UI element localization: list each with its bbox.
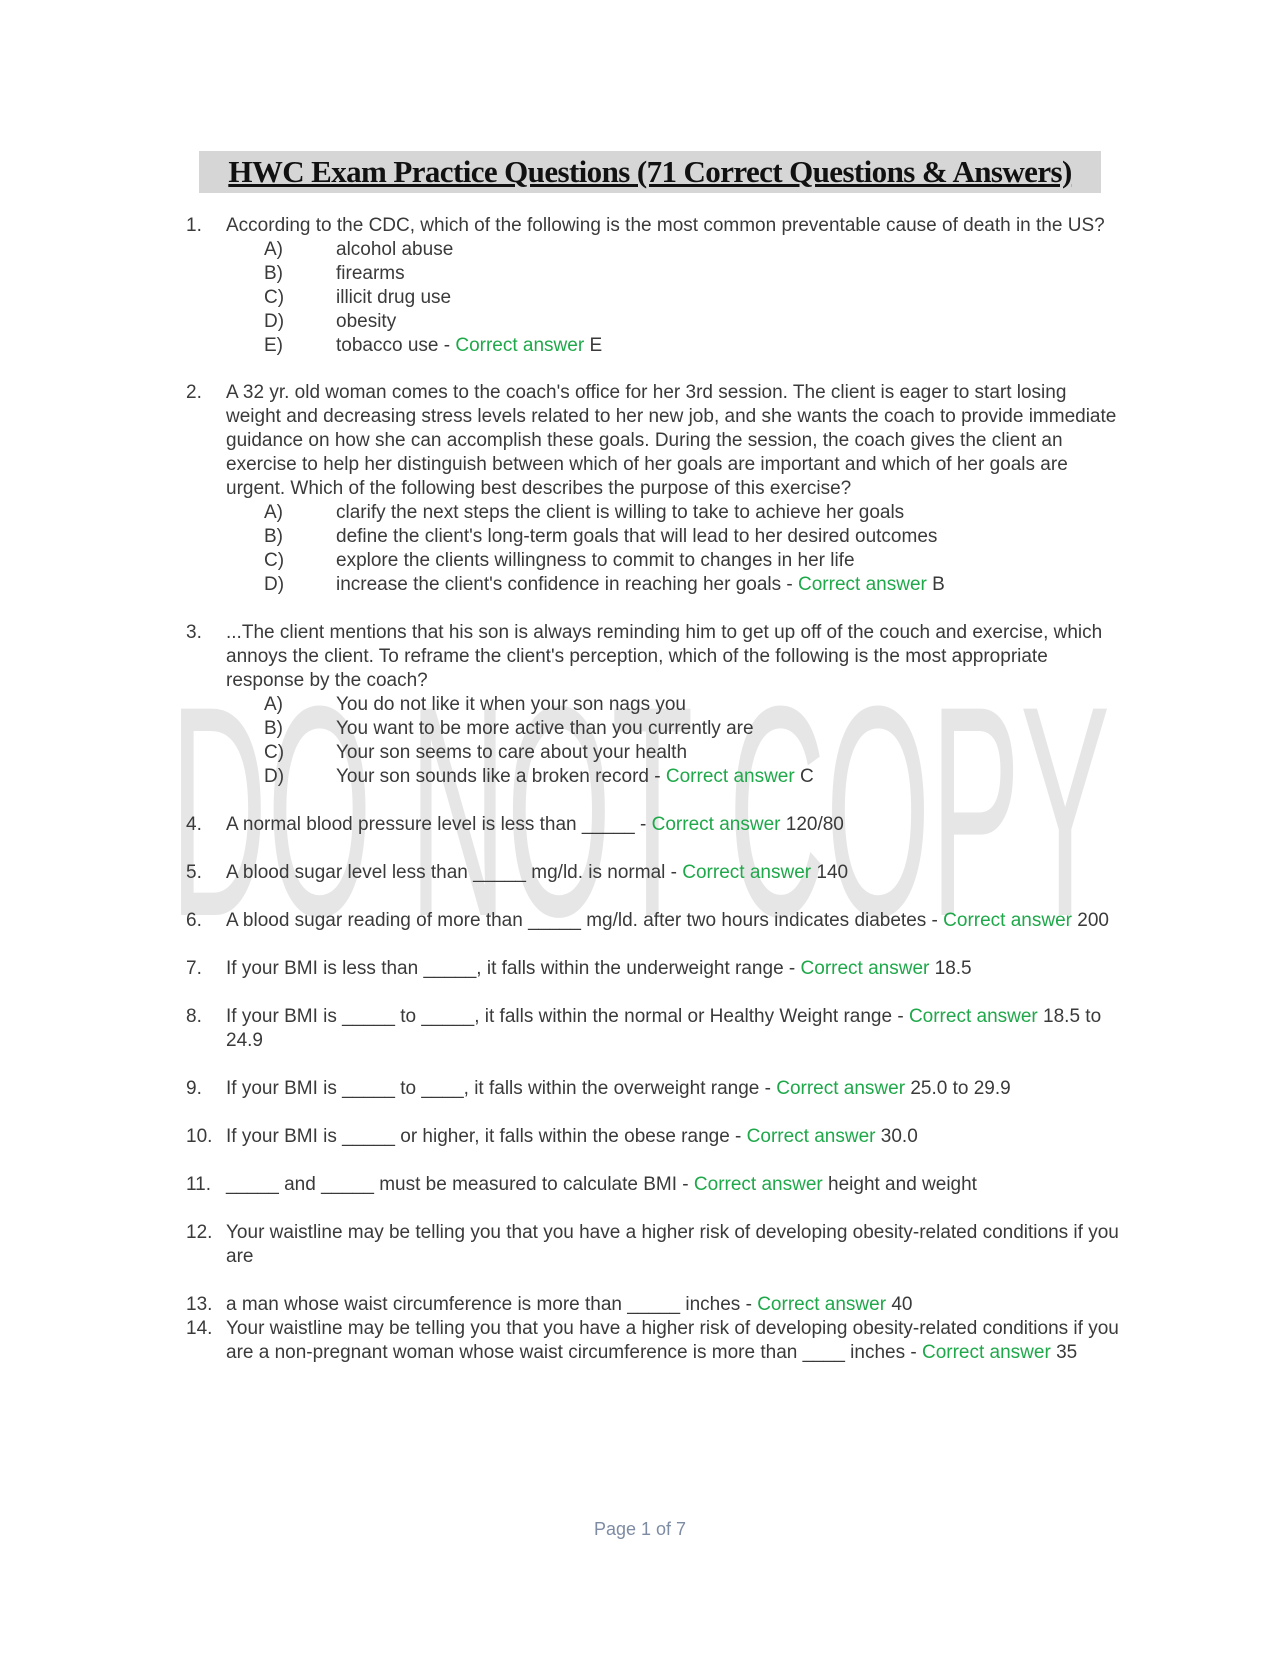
document-title: HWC Exam Practice Questions (71 Correct Questions & Answers) [199,151,1101,193]
question-stem [226,909,1122,933]
option-text: You want to be more active than you currently are [336,718,754,739]
correct-answer-label: Correct answer [665,766,795,787]
correct-answer-label: Correct answer [800,958,930,979]
question-number: 11. [186,1174,212,1195]
question-number: 6. [186,910,202,931]
answer-option [226,286,1122,310]
option-letter: C) [264,287,285,308]
answer-options [226,501,1122,597]
correct-answer-label: Correct answer [921,1342,1051,1363]
answer-option [226,501,1122,525]
option-letter: E) [264,335,283,356]
answer-option [226,765,1122,789]
option-text: Your son sounds like a broken record - [336,766,666,787]
option-text: explore the clients willingness to commit to changes in her life [336,550,855,571]
question-stem [226,621,1122,693]
answer-options [226,693,1122,789]
question-text: ...The client mentions that his son is always reminding him to get up off of the couch and exercise, which annoys the client. To reframe the client's perception, which of the following is the most appropriate response by the coach? [226,622,1103,691]
question-text: If your BMI is _____ to ____, it falls within the overweight range - [226,1078,777,1099]
question-stem [226,381,1122,501]
option-text: firearms [336,263,405,284]
question-stem [226,1125,1122,1149]
question-text: If your BMI is _____ to _____, it falls within the normal or Healthy Weight range - [226,1006,909,1027]
question-text: _____ and _____ must be measured to calculate BMI - [226,1174,694,1195]
answer-option [226,717,1122,741]
question-item [186,1005,1122,1053]
option-letter: A) [264,694,283,715]
option-letter: D) [264,311,285,332]
question-item [186,1293,1122,1317]
option-letter: D) [264,766,285,787]
question-item [186,1077,1122,1101]
question-stem [226,1005,1122,1053]
correct-answer-label: Correct answer [746,1126,876,1147]
question-text: A 32 yr. old woman comes to the coach's office for her 3rd session. The client is eager to start losing weight and decreasing stress levels related to her new job, and she wants the coach to provide immediate guidance on how she can accomplish these goals. During the session, the coach gives the client an exercise to help her distinguish between which of her goals are important and which of her goals are urgent. Which of the following best describes the purpose of this exercise? [226,382,1117,499]
question-number: 1. [186,215,202,236]
answer-option [226,693,1122,717]
question-item [186,621,1122,789]
answer-option [226,741,1122,765]
question-stem [226,813,1122,837]
answer-options [226,238,1122,358]
question-item [186,861,1122,885]
question-stem [226,1293,1122,1317]
option-letter: C) [264,742,285,763]
correct-answer-label: Correct answer [798,574,927,595]
question-text: A blood sugar reading of more than _____ mg/ld. after two hours indicates diabetes - [226,910,944,931]
option-text: increase the client's confidence in reaching her goals - [336,574,799,595]
question-stem [226,1221,1122,1269]
correct-answer-label: Correct answer [682,862,812,883]
option-text: clarify the next steps the client is willing to take to achieve her goals [336,502,905,523]
question-text: According to the CDC, which of the following is the most common preventable cause of death in the US? [226,215,1105,236]
correct-answer-value: 18.5 [934,958,972,979]
correct-answer-label: Correct answer [943,910,1072,931]
correct-answer-value: height and weight [828,1174,977,1195]
question-stem [226,1077,1122,1101]
question-item [186,957,1122,981]
answer-option [226,238,1122,262]
option-text: obesity [336,311,397,332]
question-number: 3. [186,622,202,643]
correct-answer-value: C [799,766,814,787]
question-stem [226,957,1122,981]
question-text: If your BMI is _____ or higher, it falls within the obese range - [226,1126,747,1147]
question-item [186,1317,1122,1365]
option-letter: B) [264,263,283,284]
correct-answer-value: 120/80 [785,814,844,835]
correct-answer-label: Correct answer [693,1174,823,1195]
option-text: tobacco use - [336,335,456,356]
question-stem [226,1317,1122,1365]
question-text: If your BMI is less than _____, it falls within the underweight range - [226,958,801,979]
question-text: A blood sugar level less than _____ mg/ld. is normal - [226,862,683,883]
watermark-text: DO NOT COPY [170,690,1110,940]
question-item [186,1125,1122,1149]
option-text: You do not like it when your son nags you [336,694,686,715]
question-stem [226,861,1122,885]
option-letter: A) [264,239,283,260]
question-number: 5. [186,862,202,883]
option-text: alcohol abuse [336,239,454,260]
question-number: 12. [186,1222,213,1243]
question-number: 4. [186,814,202,835]
correct-answer-label: Correct answer [776,1078,906,1099]
question-item [186,1221,1122,1269]
question-stem [226,214,1122,238]
correct-answer-value: E [589,335,603,356]
answer-option [226,549,1122,573]
question-item [186,813,1122,837]
question-item [186,214,1122,358]
correct-answer-value: 18.5 to 24.9 [226,1006,1102,1051]
answer-option [226,573,1122,597]
question-item [186,909,1122,933]
question-number: 9. [186,1078,202,1099]
question-text: A normal blood pressure level is less than _____ - [226,814,652,835]
option-letter: B) [264,718,283,739]
option-text: Your son seems to care about your health [336,742,688,763]
question-number: 7. [186,958,202,979]
question-number: 14. [186,1318,213,1339]
option-letter: B) [264,526,283,547]
question-text: Your waistline may be telling you that you have a higher risk of developing obesity-related conditions if you are a non-pregnant woman whose waist circumference is more than ____ inches - [226,1318,1119,1363]
question-item [186,1173,1122,1197]
option-letter: C) [264,550,285,571]
correct-answer-value: 25.0 to 29.9 [910,1078,1011,1099]
answer-option [226,310,1122,334]
correct-answer-label: Correct answer [757,1294,887,1315]
option-letter: D) [264,574,285,595]
correct-answer-value: 35 [1056,1342,1078,1363]
page-number: Page 1 of 7 [593,1519,687,1539]
answer-option [226,334,1122,358]
question-text: Your waistline may be telling you that you have a higher risk of developing obesity-related conditions if you are [226,1222,1119,1267]
correct-answer-value: 30.0 [880,1126,918,1147]
question-list [186,214,1122,1365]
question-number: 13. [186,1294,213,1315]
correct-answer-label: Correct answer [455,335,585,356]
correct-answer-label: Correct answer [651,814,781,835]
correct-answer-value: 140 [816,862,849,883]
question-text: a man whose waist circumference is more than _____ inches - [226,1294,758,1315]
option-text: illicit drug use [336,287,452,308]
correct-answer-label: Correct answer [908,1006,1038,1027]
question-number: 2. [186,382,202,403]
option-letter: A) [264,502,283,523]
question-number: 10. [186,1126,213,1147]
correct-answer-value: 40 [891,1294,913,1315]
question-stem [226,1173,1122,1197]
answer-option [226,262,1122,286]
correct-answer-value: B [932,574,945,595]
question-item [186,381,1122,597]
answer-option [226,525,1122,549]
correct-answer-value: 200 [1077,910,1109,931]
question-number: 8. [186,1006,202,1027]
option-text: define the client's long-term goals that will lead to her desired outcomes [336,526,938,547]
